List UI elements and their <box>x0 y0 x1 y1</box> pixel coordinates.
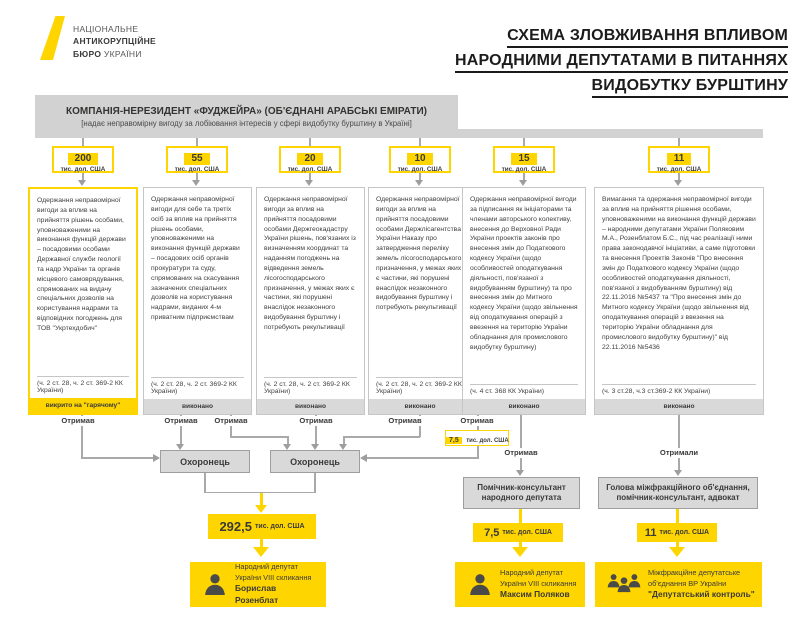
crime-box-3 <box>256 187 365 415</box>
person-icon <box>202 572 228 598</box>
people-group-icon <box>607 572 641 597</box>
total-box-control <box>637 523 717 542</box>
recipient-line-1: Народний депутат <box>235 562 298 572</box>
total-value-rosenblat: 292,5 <box>219 519 252 534</box>
amount-box-6 <box>648 146 710 173</box>
guard-box-left <box>160 450 250 473</box>
recipient-box-polyakov <box>455 562 585 607</box>
amount-value-3: 20 <box>297 153 322 165</box>
connector-line <box>520 415 522 470</box>
recipient-name: "Депутатський контроль" <box>648 588 755 599</box>
amount-box-4 <box>389 146 451 173</box>
amount-value-5: 15 <box>511 153 536 165</box>
source-connector-bar <box>458 129 763 138</box>
crime-box-2 <box>143 187 252 415</box>
crime-law-5: (ч. 4 ст. 368 КК України) <box>470 384 578 399</box>
crime-box-1 <box>28 187 138 415</box>
connector-line <box>343 436 345 444</box>
total-unit-control: тис. дол. США <box>659 529 710 536</box>
total-value-control: 11 <box>644 526 657 539</box>
assistant-box <box>463 477 580 509</box>
recipient-text <box>235 562 320 606</box>
connector-line <box>196 173 198 180</box>
assistant-line-1: Помічник-консультант <box>477 482 566 492</box>
nabu-logo <box>40 16 156 60</box>
recipient-text <box>500 568 576 600</box>
arrow-right-icon <box>153 454 160 462</box>
recipient-box-control-group <box>595 562 762 607</box>
person-icon <box>467 572 493 598</box>
received-label-6: Отримали <box>657 448 701 458</box>
amount-unit-6: тис. дол. США <box>656 166 702 173</box>
connector-line <box>678 138 680 146</box>
received-label-1: Отримав <box>58 416 97 426</box>
total-unit-polyakov: тис. дол. США <box>502 529 552 536</box>
logo-line-3 <box>73 48 156 60</box>
recipient-text <box>648 568 755 600</box>
crime-box-6 <box>594 187 764 415</box>
title-line-2: НАРОДНИМИ ДЕПУТАТАМИ В ПИТАННЯХ <box>455 53 788 73</box>
crime-text-4: Одержання неправомірної вигоди за вплив на прийняття посадовими особами Держлісагентства України Наказу про затвердження переліку земель лісогосподарського призначення, у межах яких є частини, які порушені внаслідок незаконного видобування бурштину і потребують рекультивації <box>376 196 462 312</box>
connector-line <box>523 173 525 180</box>
assistant-line-2: народного депутата <box>481 493 562 502</box>
recipient-box-rosenblat <box>190 562 326 607</box>
status-badge-4: виконано <box>369 399 471 414</box>
connector-line <box>367 457 478 459</box>
nabu-logo-icon <box>40 16 65 60</box>
amount-box-3 <box>279 146 341 173</box>
received-label-5a: Отримав <box>457 416 496 426</box>
arrow-down-icon <box>516 470 524 476</box>
flow-line-yellow <box>676 509 679 523</box>
total-box-rosenblat <box>208 514 316 539</box>
arrow-down-icon <box>674 180 682 186</box>
arrow-down-icon <box>192 180 200 186</box>
recipient-line-1: Міжфракційне депутатське <box>648 568 741 578</box>
arrow-down-icon <box>674 470 682 476</box>
head-line-1: Голова міжфракційного об'єднання, <box>606 482 750 492</box>
logo-line-3-rest: УКРАЇНИ <box>103 48 142 59</box>
flow-line-yellow <box>519 509 522 523</box>
crime-law-1: (ч. 2 ст. 28, ч. 2 ст. 369-2 КК України) <box>37 376 129 398</box>
source-company-note: [надає неправомірну вигоду за лобіювання інтересів у сфері видобутку бурштину в Україні] <box>81 118 412 128</box>
arrow-down-yellow-icon <box>255 505 267 513</box>
head-box <box>598 477 758 509</box>
crime-text-3: Одержання неправомірної вигоди за вплив на прийняття посадовими особами Держгеокадастру України рішень, пов'язаних із визначенням координат та наданням погоджень на відведення земель лісогосподарського призначення, у межах яких є частини, які порушені внаслідок незаконного видобування бурштину і потребують рекультивації <box>264 196 356 331</box>
connector-line <box>678 415 680 470</box>
connector-line <box>523 138 525 146</box>
logo-line-2: АНТИКОРУПЦІЙНЕ <box>73 36 157 47</box>
amount-unit-2: тис. дол. США <box>174 166 220 173</box>
recipient-line-2: України VIII скликання <box>500 578 577 588</box>
status-badge-5: виконано <box>463 399 585 414</box>
crime-law-4: (ч. 2 ст. 28, ч. 2 ст. 369-2 КК України) <box>376 377 464 399</box>
connector-line <box>678 173 680 180</box>
crime-text-1: Одержання неправомірної вигоди за вплив на прийняття рішень особами, уповноваженими на виконання функцій держави – посадовими особами Державної служби геології та надр України та органів місцевого самоврядування, спрямованих на видачу спеціальних дозволів на користування надрами та відповідних погоджень для ТОВ "Укртехдобич" <box>37 197 126 332</box>
split-amount-unit: тис. дол. США <box>466 438 509 444</box>
arrow-down-yellow-icon <box>253 547 269 557</box>
source-company-box <box>35 95 458 138</box>
logo-line-1: НАЦІОНАЛЬНЕ <box>73 24 139 34</box>
crime-law-3: (ч. 2 ст. 28, ч. 2 ст. 369-2 КК України) <box>264 377 357 399</box>
guard-label-left: Охоронець <box>180 456 230 467</box>
head-line-2: помічник-консультант, адвокат <box>616 493 740 502</box>
title-line-1: СХЕМА ЗЛОВЖИВАННЯ ВПЛИВОМ <box>507 28 788 48</box>
split-amount-value: 7,5 <box>446 437 462 444</box>
arrow-down-icon <box>305 180 313 186</box>
crime-text-2: Одержання неправомірної вигоди для себе та третіх осіб за вплив на прийняття рішень особами, уповноваженими на виконання функцій держави – посадових осіб органів прокуратури та суду, спрямованих на скасування зазначених спеціальних дозволів на користування надрами, виданих 4-м приватним підприємствам <box>151 196 240 322</box>
crime-text-5: Одержання неправомірної вигоди за підписання як ініціаторами та членами авторського колективу, внесення до Верховної Ради України проектів законів про внесення змін до Податкового кодексу України (щодо особливостей оподаткування діяльності, пов'язаної з видобуванням бурштину) та про внесення змін до Митного кодексу України (щодо звільнення від оподаткування операцій з ввезення на територію України обладнання для промислового видобутку бурштину) <box>470 196 578 351</box>
connector-line <box>419 173 421 180</box>
amount-value-2: 55 <box>184 153 209 165</box>
crime-law-6: (ч. 3 ст.28, ч.3 ст.369-2 КК України) <box>602 384 756 399</box>
guard-box-right <box>270 450 360 473</box>
recipient-name: Борислав Розенблат <box>235 583 279 605</box>
total-box-polyakov <box>473 523 563 542</box>
arrow-down-yellow-icon <box>512 547 528 557</box>
guard-label-right: Охоронець <box>290 456 340 467</box>
connector-line <box>230 436 288 438</box>
received-label-5b: Отримав <box>501 448 540 458</box>
amount-value-4: 10 <box>407 153 432 165</box>
page-title <box>455 28 788 103</box>
status-badge-6: виконано <box>595 399 763 414</box>
total-unit-rosenblat: тис. дол. США <box>255 523 305 530</box>
amount-value-1: 200 <box>68 153 99 165</box>
connector-line <box>309 138 311 146</box>
total-value-polyakov: 7,5 <box>484 526 500 539</box>
connector-line <box>81 457 153 459</box>
connector-line <box>309 173 311 180</box>
logo-line-3-bold: БЮРО <box>73 48 102 59</box>
amount-unit-3: тис. дол. США <box>287 166 333 173</box>
title-line-3: ВИДОБУТКУ БУРШТИНУ <box>592 78 788 98</box>
connector-line <box>343 436 420 438</box>
split-amount-box <box>445 430 509 446</box>
arrow-down-icon <box>415 180 423 186</box>
status-badge-3: виконано <box>257 399 364 414</box>
received-label-4: Отримав <box>385 416 424 426</box>
amount-unit-5: тис. дол. США <box>501 166 547 173</box>
connector-line <box>82 138 84 146</box>
amount-value-6: 11 <box>667 153 692 165</box>
received-label-2b: Отримав <box>211 416 250 426</box>
recipient-line-2: України VIII скликання <box>235 572 312 582</box>
connector-line <box>419 138 421 146</box>
recipient-line-2: об'єднання ВР України <box>648 578 727 588</box>
amount-box-5 <box>493 146 555 173</box>
recipient-name: Максим Поляков <box>500 588 570 599</box>
recipient-line-1: Народний депутат <box>500 568 563 578</box>
arrow-left-icon <box>360 454 367 462</box>
crime-text-6: Вимагання та одержання неправомірної вигоди за вплив на прийняття рішення особами, уповноваженими на виконання функцій держави – народними депутатами України Поляковим М.А., Розенблатом Б.С., під час реалізації ними права законодавчої ініціативи, а саме підготовки та внесення Проектів Законів "Про внесення змін до Податкового кодексу України (щодо особливостей оподаткування діяльності, пов'язаної з видобуванням бурштину) від 22.11.2016 №5437 та "Про внесення змін до Митного кодексу України (щодо звільнення від оподаткування операцій з ввезення на територію України обладнання для промислового видобутку бурштину)" від 22.11.2016 №5436 <box>602 196 756 351</box>
status-badge-2: виконано <box>144 399 251 414</box>
arrow-down-icon <box>519 180 527 186</box>
crime-box-4 <box>368 187 472 415</box>
amount-box-1 <box>52 146 114 173</box>
arrow-down-yellow-icon <box>669 547 685 557</box>
amount-unit-4: тис. дол. США <box>397 166 443 173</box>
connector-line <box>314 473 316 493</box>
crime-box-5 <box>462 187 586 415</box>
amount-box-2 <box>166 146 228 173</box>
nabu-logo-text <box>73 16 156 60</box>
status-badge-1: викрито на "гарячому" <box>30 398 136 413</box>
crime-law-2: (ч. 2 ст. 28, ч. 2 ст. 369-2 КК України) <box>151 377 244 399</box>
received-label-3: Отримав <box>296 416 335 426</box>
arrow-down-icon <box>78 180 86 186</box>
connector-line <box>204 473 206 493</box>
source-company-name: КОМПАНІЯ-НЕРЕЗИДЕНТ «ФУДЖЕЙРА» (ОБ'ЄДНАНІ АРАБСЬКІ ЕМІРАТИ) <box>66 105 427 117</box>
amount-unit-1: тис. дол. США <box>60 166 106 173</box>
connector-line <box>196 138 198 146</box>
connector-line <box>287 436 289 444</box>
connector-line <box>82 173 84 180</box>
received-label-2a: Отримав <box>161 416 200 426</box>
